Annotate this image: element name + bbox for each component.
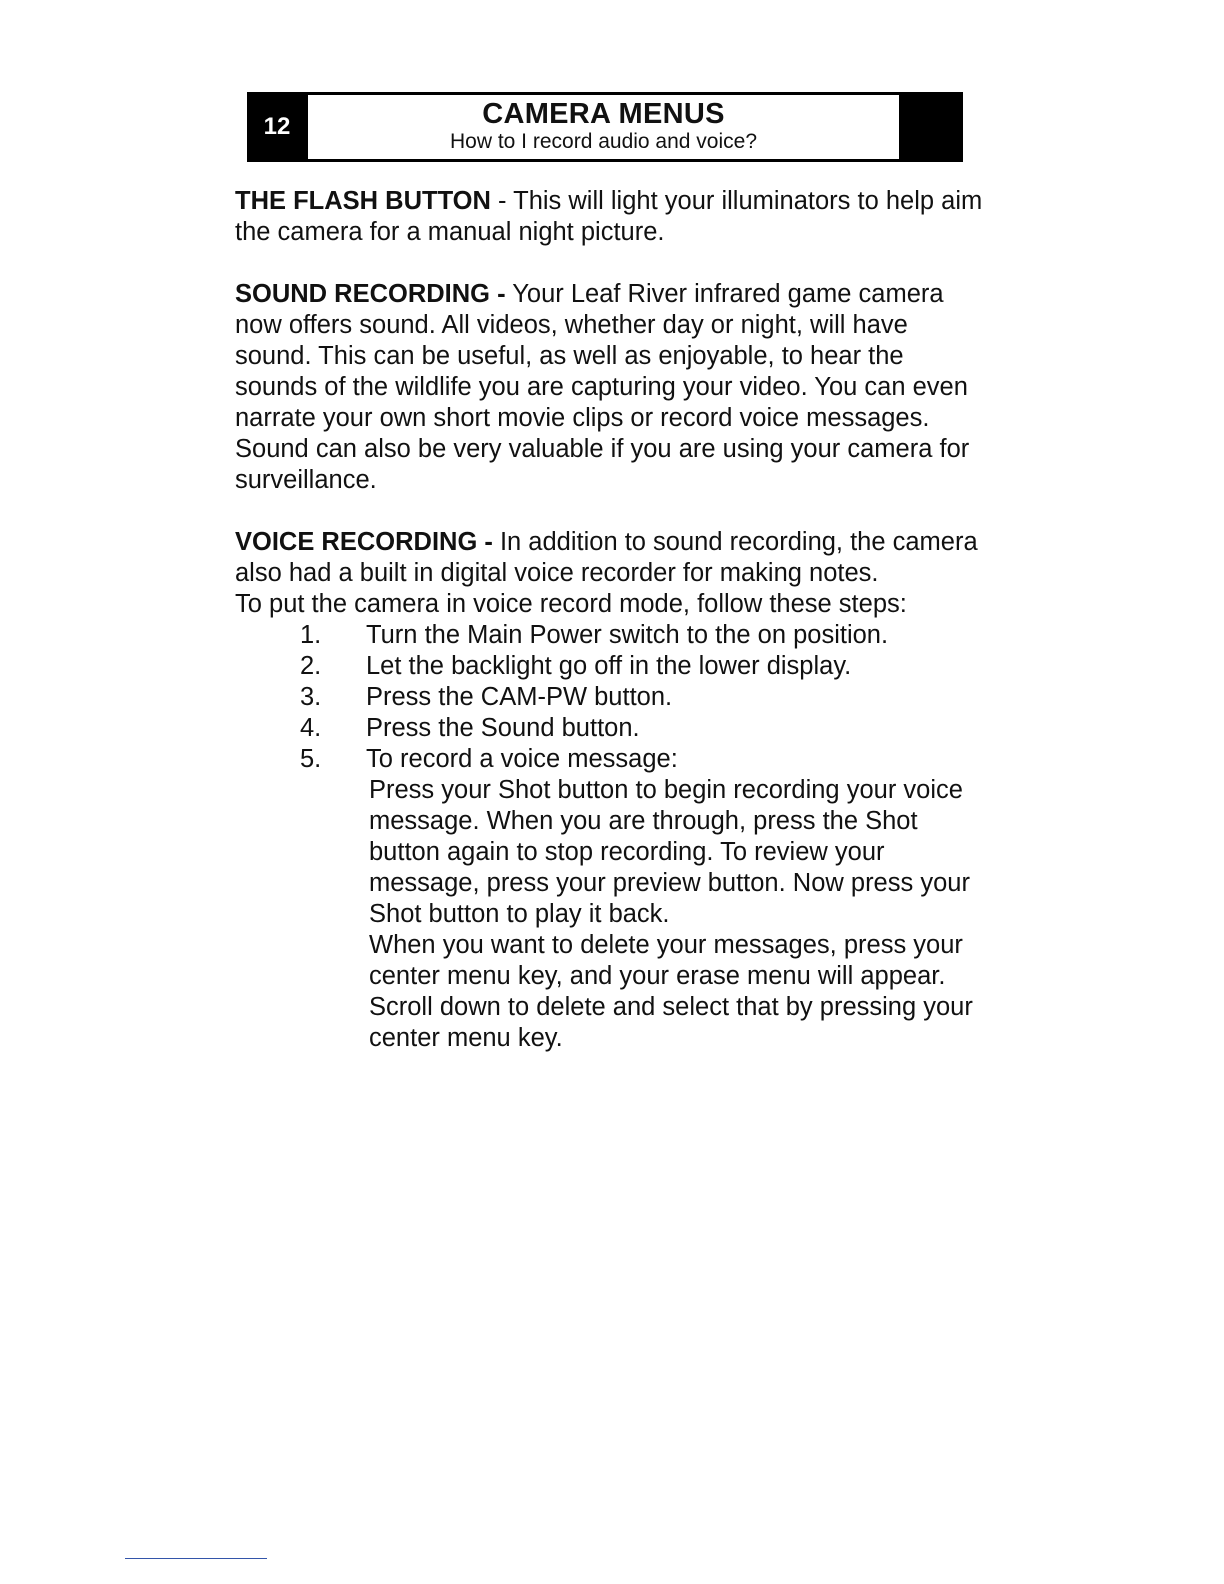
step-number: 1. [300, 621, 322, 649]
list-item [235, 713, 985, 744]
sound-recording-heading: SOUND RECORDING - [235, 280, 506, 308]
footnote-divider [125, 1558, 267, 1559]
step5-detail-record: Press your Shot button to begin recording your voice message. When you are through, press the Shot button again to stop recording. To review your message, press your preview button. Now press your Shot button to play it back. [369, 776, 970, 928]
page-title: CAMERA MENUS [482, 98, 725, 130]
step-text: Press the CAM-PW button. [366, 683, 673, 711]
voice-steps-intro: To put the camera in voice record mode, follow these steps: [235, 590, 907, 618]
voice-recording-heading: VOICE RECORDING - [235, 528, 493, 556]
flash-button-heading: THE FLASH BUTTON [235, 187, 491, 215]
list-item [235, 744, 985, 775]
step-text: Let the backlight go off in the lower display. [366, 652, 852, 680]
step-text: Press the Sound button. [366, 714, 640, 742]
list-item [235, 682, 985, 713]
voice-recording-paragraph [235, 527, 985, 589]
list-item [235, 620, 985, 651]
step-text: To record a voice message: [366, 745, 678, 773]
voice-recording-text: In addition to sound recording, the camera also had a built in digital voice recorder for making notes. [235, 528, 978, 587]
step-text: Turn the Main Power switch to the on position. [366, 621, 889, 649]
step-number: 2. [300, 652, 322, 680]
list-item [235, 651, 985, 682]
sound-recording-text: Your Leaf River infrared game camera now offers sound. All videos, whether day or night, will have sound. This can be useful, as well as enjoyable, to hear the sounds of the wildlife you are capturing your video. You can even narrate your own short movie clips or record voice messages. Sound can also be very valuable if you are using your camera for surveillance. [235, 280, 970, 494]
step-number: 4. [300, 714, 322, 742]
step-number: 3. [300, 683, 322, 711]
page-header [247, 92, 963, 162]
voice-steps-list [235, 620, 985, 775]
page-subtitle: How to I record audio and voice? [449, 130, 757, 153]
flash-button-text: - This will light your illuminators to help aim the camera for a manual night picture. [235, 187, 983, 246]
step-number: 5. [300, 745, 322, 773]
title-box [308, 95, 899, 159]
sound-recording-paragraph [235, 279, 985, 496]
flash-button-paragraph [235, 186, 985, 248]
page-number: 12 [263, 113, 291, 140]
document-body [235, 186, 985, 1054]
step5-detail-delete: When you want to delete your messages, press your center menu key, and your erase menu will appear. Scroll down to delete and select that by pressing your center menu key. [369, 931, 973, 1052]
